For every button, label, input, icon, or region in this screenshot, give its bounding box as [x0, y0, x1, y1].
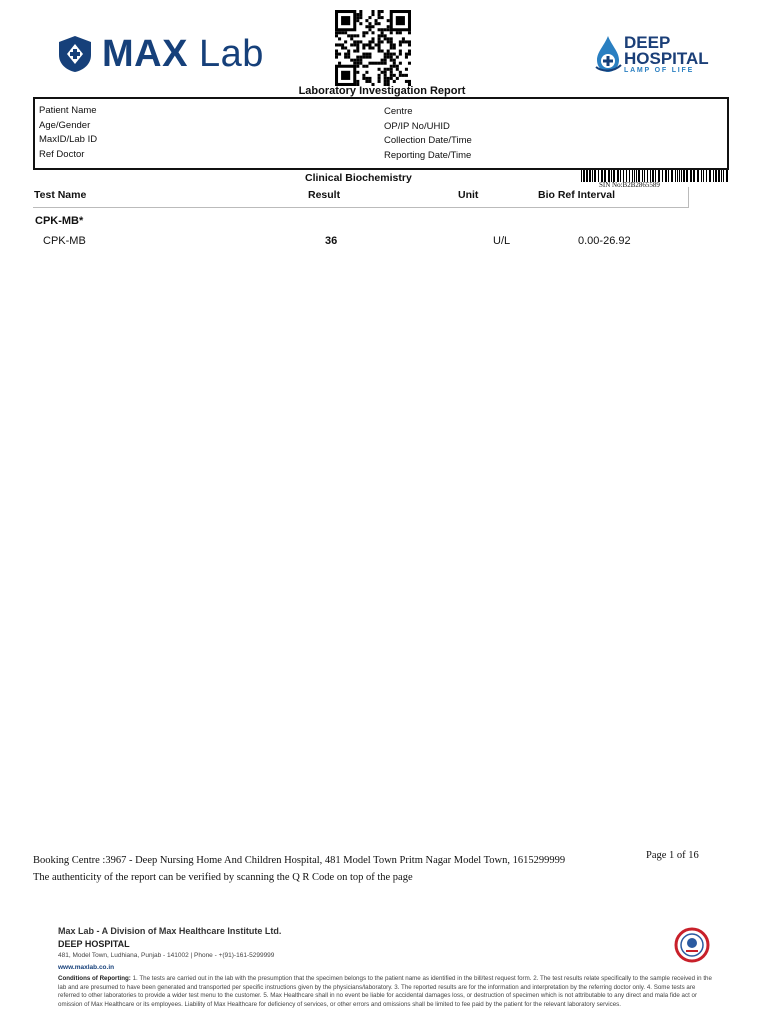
sin-number: SIN No:B2B2865589 [599, 181, 660, 189]
field-patient-name: Patient Name [39, 105, 97, 116]
col-unit: Unit [458, 189, 479, 201]
booking-centre-text: Booking Centre :3967 - Deep Nursing Home And Children Hospital, 481 Model Town Pritm Nagar Model Town, 1615299999 [33, 855, 566, 866]
authenticity-note: The authenticity of the report can be verified by scanning the Q R Code on top of the page [33, 872, 413, 883]
letterhead-company: Max Lab - A Division of Max Healthcare Institute Ltd. [58, 926, 282, 936]
patient-fields-left [39, 104, 97, 162]
brand-main: MAX [102, 33, 188, 75]
col-result: Result [308, 189, 341, 201]
row-result: 36 [325, 235, 338, 247]
conditions-of-reporting [58, 975, 713, 1010]
conditions-label: Conditions of Reporting: [58, 975, 131, 982]
patient-info-box [33, 97, 729, 170]
max-lab-logo [58, 32, 264, 76]
partner-name-line2: HOSPITAL [624, 49, 709, 68]
brand-wordmark [102, 35, 264, 73]
report-title: Laboratory Investigation Report [298, 85, 466, 97]
field-age-gender: Age/Gender [39, 119, 91, 131]
field-collection-date: Collection Date/Time [384, 135, 472, 146]
test-group-title: CPK-MB* [35, 215, 84, 227]
field-centre: Centre [384, 106, 413, 117]
col-bio-ref: Bio Ref Interval [538, 189, 616, 201]
nabl-seal-icon [674, 927, 710, 963]
field-max-id: MaxID/Lab ID [39, 134, 98, 145]
field-reporting-date: Reporting Date/Time [384, 149, 472, 161]
letterhead-address: 481, Model Town, Ludhiana, Punjab - 141002 | Phone - +(91)-161-5299999 [58, 952, 275, 959]
field-ref-doctor: Ref Doctor [39, 148, 85, 160]
row-ref-interval: 0.00-26.92 [578, 235, 631, 247]
max-shield-icon [58, 35, 92, 73]
deep-hospital-logo [594, 34, 714, 76]
letterhead-website[interactable]: www.maxlab.co.in [58, 964, 115, 971]
page-number: Page 1 of 16 [646, 850, 699, 861]
row-test-name: CPK-MB [43, 235, 86, 247]
col-test-name: Test Name [34, 189, 87, 201]
row-unit: U/L [493, 235, 511, 247]
partner-name-line1: DEEP [624, 33, 671, 52]
section-title: Clinical Biochemistry [305, 172, 412, 184]
conditions-text: 1. The tests are carried out in the lab with the presumption that the specimen belongs to the patient name as identified in the bill/test request form. 2. The test results relate specifically to the sample received in the lab and are presumed to have been generated and transported per specific instructions given by the physicians/laboratory. 3. The reported results are for the information and interpretation by the referring doctor only. 4. Some tests are referred to other laboratories to provide a wider test menu to the customer. 5. Max Healthcare shall in no event be liable for accidental damages loss, or destruction of specimen which is not attributable to any direct and mala fide act or omission of Max Healthcare or its employees. Liability of Max Healthcare for deficiency of services, or other errors and omissions shall be limited to fee paid by the patient for the relevant laboratory services. [58, 975, 712, 1009]
table-header [33, 187, 689, 208]
letterhead-hospital: DEEP HOSPITAL [58, 939, 130, 949]
water-drop-icon [594, 34, 622, 74]
partner-tagline: LAMP OF LIFE [624, 67, 695, 74]
field-opip-no: OP/IP No/UHID [384, 120, 450, 132]
brand-sub: Lab [199, 33, 264, 75]
patient-fields-right [384, 105, 472, 163]
qr-code [335, 10, 415, 86]
